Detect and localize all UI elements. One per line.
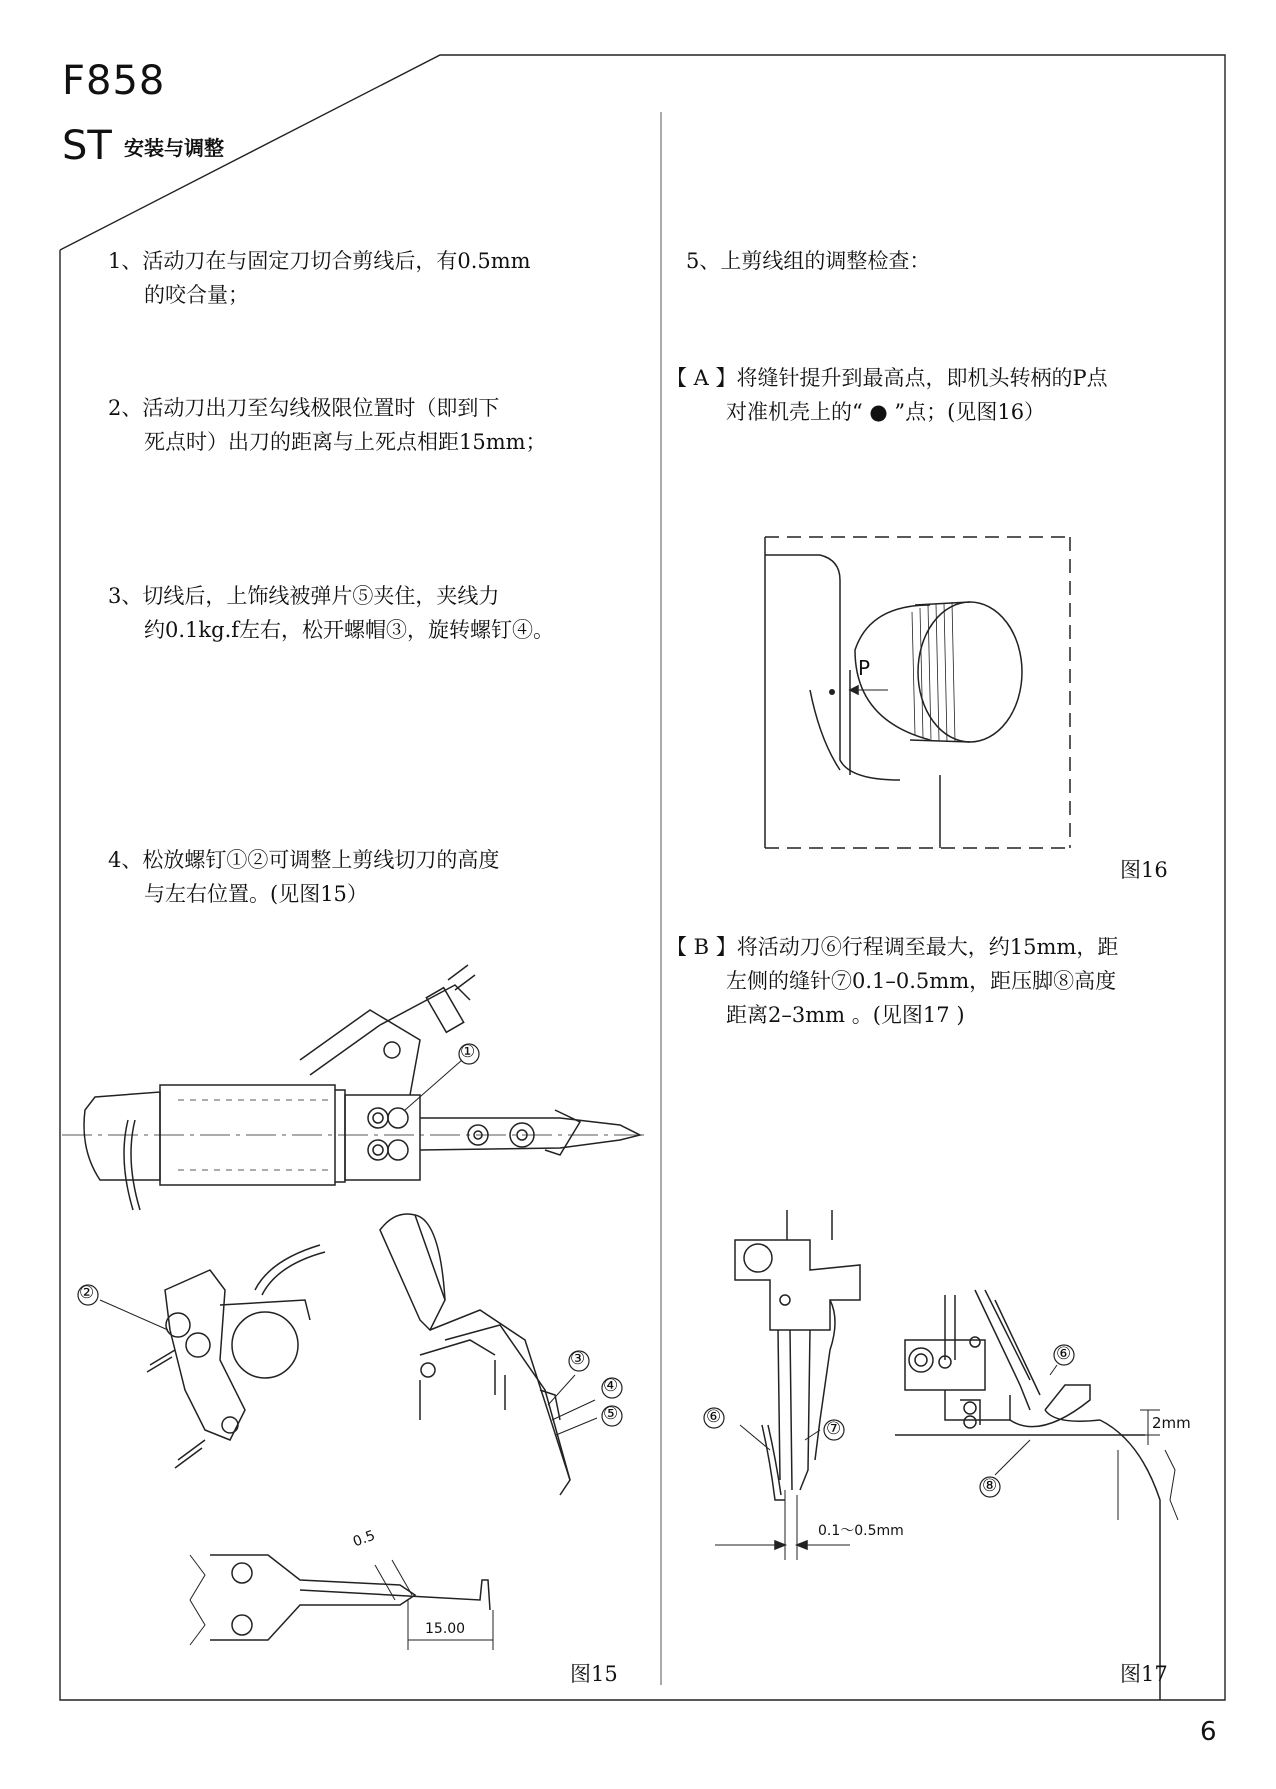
- model-number: F858: [62, 58, 166, 104]
- instruction-item-3: 3、切线后，上饰线被弹片⑤夹住，夹线力 约0.1kg.f左右，松开螺帽③，旋转螺钉④。: [108, 584, 555, 642]
- callout-6-right: ⑥: [1056, 1344, 1072, 1364]
- dimension-overlap: 0.5: [350, 1527, 378, 1551]
- figure-16-drawing: [765, 537, 1070, 848]
- callout-4: ④: [603, 1376, 619, 1396]
- callout-8: ⑧: [982, 1476, 998, 1496]
- step-a: 【 A 】将缝针提升到最高点，即机头转柄的P点 对准机壳上的“ ● ”点；(见图16）: [666, 366, 1108, 424]
- instruction-item-1: 1、活动刀在与固定刀切合剪线后，有0.5mm 的咬合量；: [108, 249, 531, 307]
- callout-7: ⑦: [826, 1419, 842, 1439]
- figure-17-caption: 图17: [1120, 1662, 1168, 1686]
- instruction-item-4: 4、松放螺钉①②可调整上剪线切刀的高度 与左右位置。(见图15）: [108, 848, 500, 906]
- dimension-foot-height: 2mm: [1152, 1414, 1191, 1432]
- callout-3: ③: [570, 1349, 586, 1369]
- adjustment-heading: 5、上剪线组的调整检查：: [686, 249, 931, 273]
- instruction-item-2: 2、活动刀出刀至勾线极限位置时（即到下 死点时）出刀的距离与上死点相距15mm；: [108, 396, 547, 454]
- series-label: ST: [62, 123, 112, 169]
- figure-15-caption: 图15: [570, 1662, 618, 1686]
- callout-5: ⑤: [603, 1404, 619, 1424]
- alignment-dot: [829, 689, 835, 695]
- callout-1: ①: [460, 1042, 476, 1062]
- point-p-label: P: [858, 656, 871, 680]
- page-number: 6: [1200, 1717, 1217, 1747]
- section-title: 安装与调整: [124, 136, 224, 160]
- callout-2: ②: [79, 1283, 95, 1303]
- figure-16-caption: 图16: [1120, 858, 1168, 882]
- step-b: 【 B 】将活动刀⑥行程调至最大，约15mm，距 左侧的缝针⑦0.1–0.5mm，距压脚⑧高度 距离2–3mm 。(见图17 ): [666, 935, 1119, 1027]
- dimension-needle-gap: 0.1～0.5mm: [818, 1523, 904, 1539]
- dimension-stroke-length: 15.00: [425, 1621, 466, 1637]
- figure-17-drawing: [704, 1210, 1178, 1700]
- callout-6-left: ⑥: [706, 1407, 722, 1427]
